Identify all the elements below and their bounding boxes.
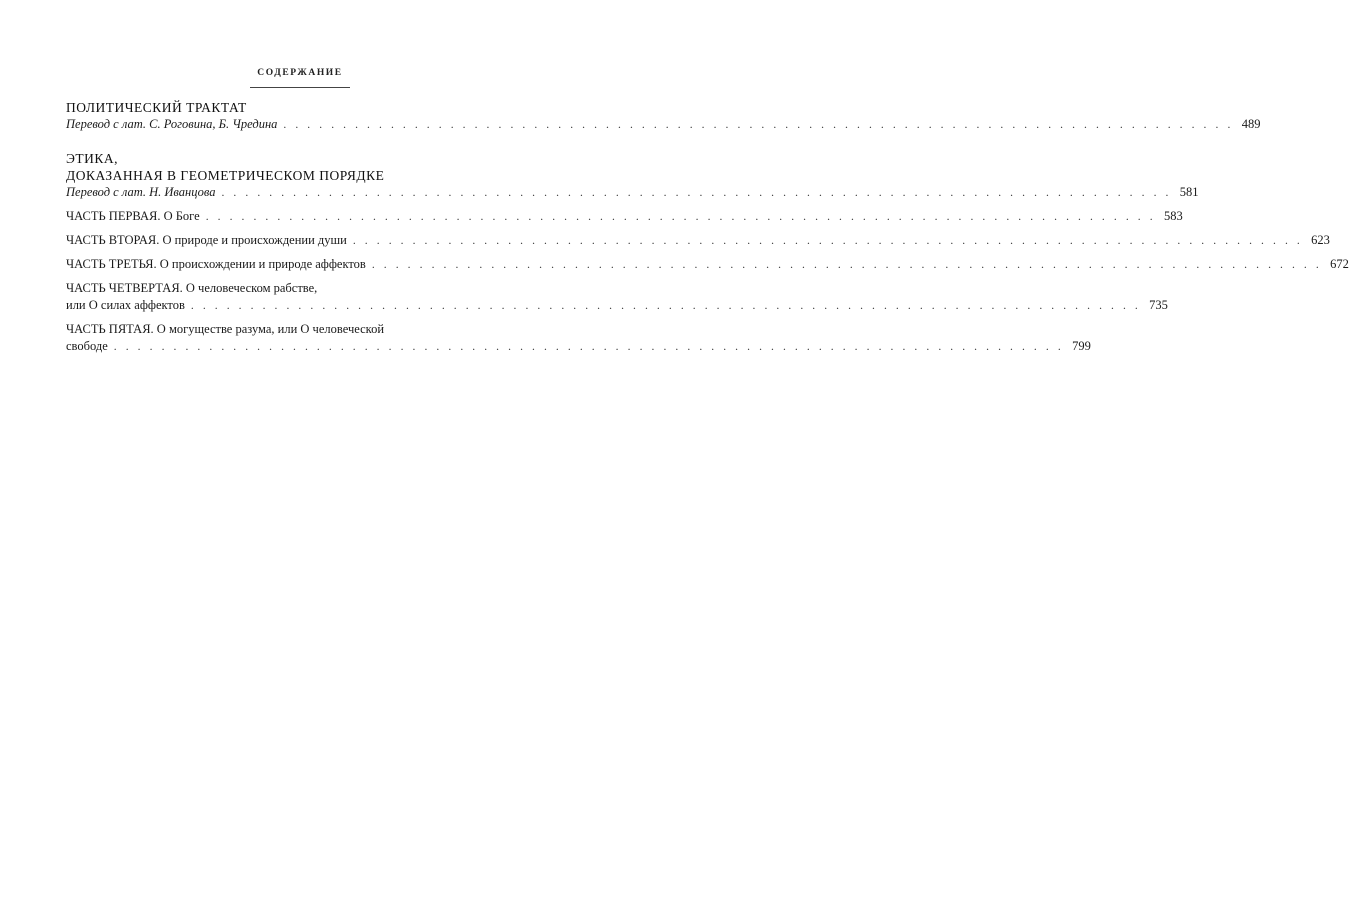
toc-entry-part-5[interactable]	[66, 321, 1091, 356]
contents-header	[0, 62, 600, 88]
ethics-translation-label: Перевод с лат. Н. Иванцова	[66, 185, 216, 199]
part-label: ЧАСТЬ ПЕРВАЯ. О Боге	[66, 209, 200, 223]
ethics-translation-entry[interactable]	[66, 184, 1199, 202]
toc-entry-part-4[interactable]	[66, 280, 1168, 315]
part-label-line2: свободе	[66, 339, 108, 353]
toc-entry-part-1[interactable]	[66, 208, 1183, 226]
table-of-contents	[66, 99, 1349, 356]
political-treatise-translation-label: Перевод с лат. С. Роговина, Б. Чредина	[66, 117, 278, 131]
dot-leader: . . . . . . . . . . . . . . . . . . . . . . . . . . . . . . . . . . . . . . . . . . . . . . . . . . . . . . . . . . . . . . . . . . . . . . . . . . . . . . . .	[205, 211, 1156, 223]
toc-entry-part-2[interactable]	[66, 232, 1330, 250]
part-label-line1: ЧАСТЬ ЧЕТВЕРТАЯ. О человеческом рабстве,	[66, 281, 318, 295]
dot-leader: . . . . . . . . . . . . . . . . . . . . . . . . . . . . . . . . . . . . . . . . . . . . . . . . . . . . . . . . . . . . . . . . . . . . . . . . . . . . . . . .	[352, 235, 1303, 247]
part-label: ЧАСТЬ ТРЕТЬЯ. О происхождении и природе аффектов	[66, 257, 366, 271]
part-label-line2: или О силах аффектов	[66, 298, 185, 312]
page-number: 672	[1330, 257, 1349, 271]
dot-leader: . . . . . . . . . . . . . . . . . . . . . . . . . . . . . . . . . . . . . . . . . . . . . . . . . . . . . . . . . . . . . . . . . . . . . . . . . . . . . . . .	[371, 259, 1322, 271]
dot-leader: . . . . . . . . . . . . . . . . . . . . . . . . . . . . . . . . . . . . . . . . . . . . . . . . . . . . . . . . . . . . . . . . . . . . . . . . . . . . . . . .	[221, 187, 1172, 199]
part-label-line1: ЧАСТЬ ПЯТАЯ. О могуществе разума, или О человеческой	[66, 322, 385, 336]
dot-leader: . . . . . . . . . . . . . . . . . . . . . . . . . . . . . . . . . . . . . . . . . . . . . . . . . . . . . . . . . . . . . . . . . . . . . . . . . . . . . . . .	[113, 341, 1064, 353]
ethics-title-line1: ЭТИКА,	[66, 151, 119, 166]
dot-leader: . . . . . . . . . . . . . . . . . . . . . . . . . . . . . . . . . . . . . . . . . . . . . . . . . . . . . . . . . . . . . . . . . . . . . . . . . . . . . . . .	[283, 119, 1234, 131]
page-number: 489	[1241, 117, 1261, 131]
page-number: 799	[1072, 339, 1091, 353]
contents-title: СОДЕРЖАНИЕ	[257, 68, 343, 78]
ethics-title-line2: ДОКАЗАННАЯ В ГЕОМЕТРИЧЕСКОМ ПОРЯДКЕ	[66, 168, 385, 183]
title-underline	[250, 87, 350, 88]
political-treatise-translation-entry[interactable]	[66, 116, 1261, 134]
page-number: 583	[1163, 209, 1183, 223]
dot-leader: . . . . . . . . . . . . . . . . . . . . . . . . . . . . . . . . . . . . . . . . . . . . . . . . . . . . . . . . . . . . . . . . . . . . . . . . . . . . . . . .	[190, 300, 1141, 312]
page-number: 623	[1311, 233, 1330, 247]
page-number: 735	[1149, 298, 1168, 312]
part-label: ЧАСТЬ ВТОРАЯ. О природе и происхождении души	[66, 233, 347, 247]
page-number: 581	[1179, 185, 1199, 199]
toc-entry-part-3[interactable]	[66, 256, 1349, 274]
political-treatise-title: ПОЛИТИЧЕСКИЙ ТРАКТАТ	[66, 100, 247, 115]
